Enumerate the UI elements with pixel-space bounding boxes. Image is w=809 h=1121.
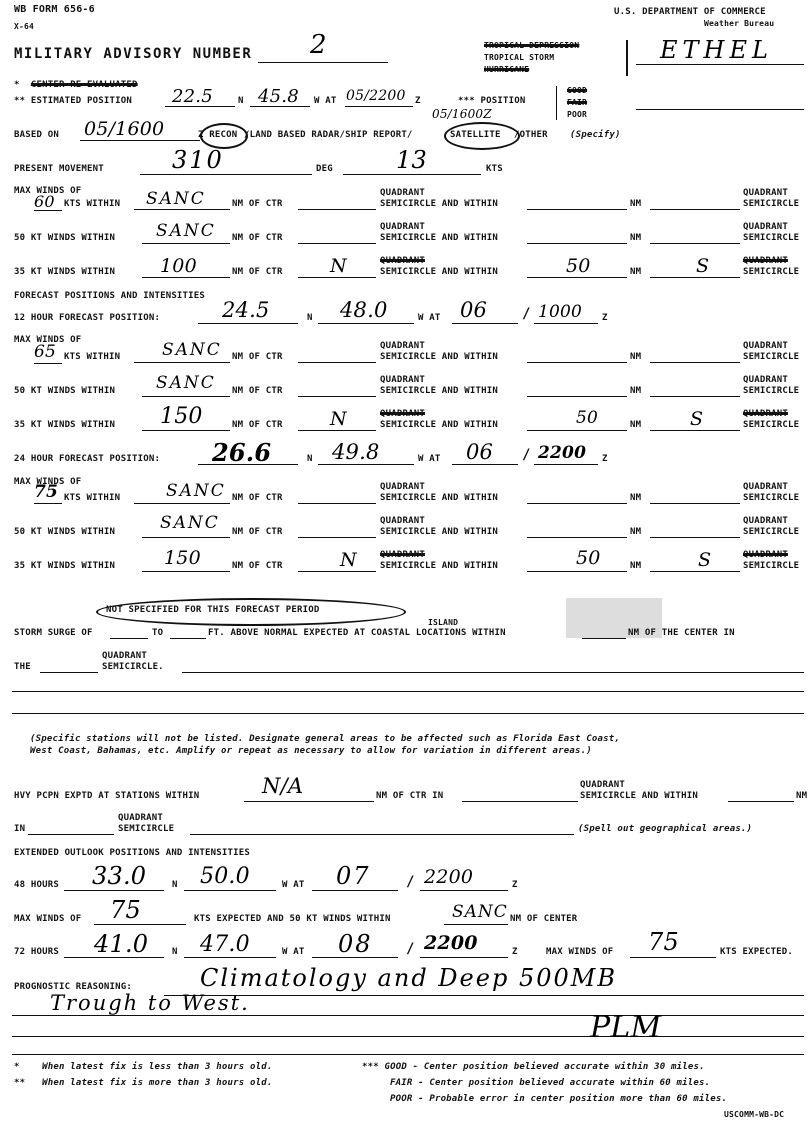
max-winds-label: MAX WINDS OF — [14, 477, 82, 487]
h48-time-line — [420, 890, 508, 891]
h72-time: 2200 — [424, 932, 478, 954]
quad-line — [298, 277, 376, 278]
semicircle-right: SEMICIRCLE — [743, 561, 800, 571]
nm-label: NM — [630, 420, 642, 430]
h48-label: 48 HOURS — [14, 880, 59, 890]
pcpn-value: N/A — [262, 774, 304, 798]
h48-lon-line — [184, 890, 276, 891]
current-max-radius: SANC — [146, 189, 206, 209]
z-label: Z — [602, 313, 608, 323]
h48-r50-line — [444, 924, 508, 925]
semicircle-within: SEMICIRCLE AND WITHIN — [380, 386, 498, 396]
f24-lat: 26.6 — [212, 438, 272, 467]
second-quad-line — [650, 277, 740, 278]
f24-lon-line — [318, 464, 414, 465]
h48-day: 07 — [336, 862, 371, 890]
h48-lat: 33.0 — [92, 862, 147, 890]
based-on-line — [80, 140, 200, 141]
form-sub: X-64 — [14, 22, 35, 31]
h48-day-line — [312, 890, 398, 891]
nm-of-ctr: NM OF CTR — [232, 493, 283, 503]
surge-nm-line — [582, 638, 626, 639]
page-title: MILITARY ADVISORY NUMBER — [14, 46, 253, 62]
quadrant-label: QUADRANT — [380, 409, 425, 419]
pcpn-nm-line — [728, 801, 794, 802]
slash: / — [406, 874, 415, 890]
h48-kts-expected: KTS EXPECTED AND 50 KT WINDS WITHIN — [194, 914, 391, 924]
f12-time: 1000 — [538, 302, 583, 322]
nm-of-ctr: NM OF CTR — [232, 386, 283, 396]
based-on-label: BASED ON — [14, 130, 59, 140]
h72-lon-line — [184, 957, 276, 958]
n-label: N — [172, 880, 178, 890]
nm-label: NM — [630, 267, 642, 277]
not-specified-text: NOT SPECIFIED FOR THIS FORECAST PERIOD — [106, 605, 320, 615]
surge-to-line — [170, 638, 206, 639]
quadrant-label: QUADRANT — [380, 516, 425, 526]
reasoning-line-1-text: Climatology and Deep 500MB — [200, 964, 617, 992]
estimated-position-label: ** ESTIMATED POSITION — [14, 96, 132, 106]
f24-day: 06 — [466, 440, 494, 464]
second-quad-line — [650, 571, 740, 572]
w50-label: 50 KT WINDS WITHIN — [14, 527, 116, 537]
second-quad-line — [650, 503, 740, 504]
quadrant-label-right: QUADRANT — [743, 222, 788, 232]
semicircle-within: SEMICIRCLE AND WITHIN — [380, 352, 498, 362]
quad-line — [298, 537, 376, 538]
w50-label: 50 KT WINDS WITHIN — [14, 386, 116, 396]
island-label: ISLAND — [428, 618, 459, 627]
pcpn-spell: (Spell out geographical areas.) — [578, 824, 753, 834]
f24-r35-dir: N — [340, 549, 357, 571]
n-label: N — [307, 454, 313, 464]
surge-the: THE — [14, 662, 31, 672]
nm-of-ctr: NM OF CTR — [232, 561, 283, 571]
h48-r50: SANC — [452, 902, 508, 922]
quadrant-label: QUADRANT — [380, 375, 425, 385]
second-quad-line — [650, 362, 740, 363]
r50-line — [142, 396, 230, 397]
forecaster-initials: PLM — [590, 1010, 662, 1045]
second-quad-line — [650, 537, 740, 538]
footnote-1: * When latest fix is less than 3 hours old. — [14, 1062, 273, 1072]
quadrant-label-right: QUADRANT — [743, 341, 788, 351]
f12-day-line — [452, 323, 518, 324]
h72-max-line — [630, 957, 716, 958]
reasoning-line-4 — [12, 1054, 804, 1055]
n-label: N — [172, 947, 178, 957]
n-label: N — [307, 313, 313, 323]
semicircle-right: SEMICIRCLE — [743, 420, 800, 430]
form-number: WB FORM 656-6 — [14, 4, 95, 15]
f24-max-winds: 75 — [34, 482, 59, 502]
z-label: Z — [512, 880, 518, 890]
second-line — [527, 396, 627, 397]
position-time: 05/2200 — [346, 88, 406, 104]
w-at-label: W AT — [282, 880, 305, 890]
slash: / — [406, 941, 415, 957]
quadrant-label-right: QUADRANT — [743, 409, 788, 419]
nm-label: NM — [630, 199, 642, 209]
advisory-number: 2 — [310, 30, 327, 60]
w35-label: 35 KT WINDS WITHIN — [14, 267, 116, 277]
based-on-satellite: SATELLITE — [450, 130, 501, 140]
second-line — [527, 430, 627, 431]
pcpn-area-line — [190, 834, 574, 835]
current-r35-second: 50 — [566, 255, 591, 277]
f12-lon: 48.0 — [340, 298, 388, 322]
f12-time-line — [534, 323, 598, 324]
f24-max-radius: SANC — [166, 481, 226, 501]
position-lat: 22.5 — [172, 86, 213, 107]
form-code: USCOMM-WB-DC — [724, 1110, 785, 1119]
f12-r35-dir: N — [330, 408, 347, 430]
second-line — [527, 362, 627, 363]
nm-of-ctr: NM OF CTR — [232, 233, 283, 243]
quadrant-label-right: QUADRANT — [743, 375, 788, 385]
semicircle-right: SEMICIRCLE — [743, 527, 800, 537]
movement-kts-line — [343, 174, 481, 175]
quality-divider — [556, 86, 557, 120]
w35-label: 35 KT WINDS WITHIN — [14, 561, 116, 571]
second-line — [527, 503, 627, 504]
advisory-number-line — [258, 62, 388, 63]
second-line — [527, 243, 627, 244]
based-on-time: 05/1600 — [84, 118, 165, 140]
second-quad-line — [650, 243, 740, 244]
second-line — [527, 571, 627, 572]
nm-of-ctr: NM OF CTR — [232, 420, 283, 430]
storm-type-depression: TROPICAL DEPRESSION — [484, 41, 580, 50]
surge-semicircle: SEMICIRCLE. — [102, 662, 164, 672]
slash: / — [522, 447, 531, 463]
movement-deg-line — [140, 174, 312, 175]
f12-max-radius: SANC — [162, 340, 222, 360]
f24-day-line — [452, 464, 518, 465]
pcpn-semicircle-within: SEMICIRCLE AND WITHIN — [580, 791, 698, 801]
second-quad-line — [650, 430, 740, 431]
based-on-recon: Z RECON — [198, 130, 238, 140]
quality-good: GOOD — [567, 86, 588, 95]
w50-label: 50 KT WINDS WITHIN — [14, 233, 116, 243]
max-winds-line — [34, 363, 62, 364]
nm-label: NM — [630, 233, 642, 243]
quad-line — [298, 243, 376, 244]
deg-label: DEG — [316, 164, 333, 174]
quadrant-label: QUADRANT — [380, 341, 425, 351]
based-on-specify: (Specify) — [570, 130, 621, 140]
surge-to: TO — [152, 628, 164, 638]
f12-r35-second-dir: S — [690, 408, 704, 430]
reasoning-line-1 — [164, 995, 804, 996]
kts-label: KTS — [486, 164, 503, 174]
max-radius-line — [134, 362, 230, 363]
reasoning-label: PROGNOSTIC REASONING: — [14, 982, 132, 992]
storm-name: ETHEL — [660, 36, 773, 64]
current-r35-second-dir: S — [696, 255, 710, 277]
z-label: Z — [512, 947, 518, 957]
f24-lon: 49.8 — [332, 440, 380, 464]
semicircle-right: SEMICIRCLE — [743, 199, 800, 209]
f12-label: 12 HOUR FORECAST POSITION: — [14, 313, 161, 323]
second-line — [527, 277, 627, 278]
semicircle-within: SEMICIRCLE AND WITHIN — [380, 420, 498, 430]
f12-lat: 24.5 — [222, 298, 270, 322]
nm-label: NM — [630, 352, 642, 362]
quadrant-label-right: QUADRANT — [743, 482, 788, 492]
semicircle-within: SEMICIRCLE AND WITHIN — [380, 233, 498, 243]
quad-line — [298, 503, 376, 504]
semicircle-within: SEMICIRCLE AND WITHIN — [380, 267, 498, 277]
semicircle-within: SEMICIRCLE AND WITHIN — [380, 561, 498, 571]
current-r35-dir: N — [330, 255, 347, 277]
h48-nm-of-center: NM OF CENTER — [510, 914, 578, 924]
surge-label: STORM SURGE OF — [14, 628, 93, 638]
z-label: Z — [415, 96, 421, 106]
f12-max-winds: 65 — [34, 342, 57, 362]
time-line — [345, 106, 413, 107]
kts-within-label: KTS WITHIN — [64, 352, 121, 362]
nm-of-ctr: NM OF CTR — [232, 527, 283, 537]
quad-line — [298, 571, 376, 572]
pcpn-semicircle: SEMICIRCLE — [118, 824, 175, 834]
center-label: * CENTER RE-EVALUATED — [14, 80, 138, 90]
pcpn-quadrant: QUADRANT — [580, 780, 625, 790]
quad-line — [298, 430, 376, 431]
kts-within-label: KTS WITHIN — [64, 493, 121, 503]
pcpn-nm: NM — [796, 791, 808, 801]
quadrant-label-right: QUADRANT — [743, 516, 788, 526]
surge-ft-text: FT. ABOVE NORMAL EXPECTED AT COASTAL LOCATIONS WITHIN — [208, 628, 506, 638]
quadrant-label-right: QUADRANT — [743, 188, 788, 198]
nm-label: NM — [630, 493, 642, 503]
h72-label: 72 HOURS — [14, 947, 59, 957]
position-label: *** POSITION — [458, 96, 526, 106]
footnote-poor: POOR - Probable error in center position more than 60 miles. — [390, 1094, 728, 1104]
semicircle-right: SEMICIRCLE — [743, 352, 800, 362]
r50-line — [142, 243, 230, 244]
f24-label: 24 HOUR FORECAST POSITION: — [14, 454, 161, 464]
current-max-winds: 60 — [34, 192, 55, 211]
max-radius-line — [134, 503, 230, 504]
max-radius-line — [134, 209, 230, 210]
reasoning-line-2 — [12, 1015, 804, 1016]
h72-day: 08 — [338, 930, 373, 958]
n-label: N — [238, 96, 244, 106]
note-line-1: (Specific stations will not be listed. Designate general areas to be affected such as Florida East Coast, — [30, 734, 620, 744]
quadrant-label-right: QUADRANT — [743, 256, 788, 266]
quadrant-label: QUADRANT — [380, 550, 425, 560]
h72-lat: 41.0 — [94, 930, 149, 958]
h72-kts-expected: KTS EXPECTED. — [720, 947, 794, 957]
f12-lon-line — [318, 323, 414, 324]
footnote-2: ** When latest fix is more than 3 hours old. — [14, 1078, 273, 1088]
h72-max-winds-label: MAX WINDS OF — [546, 947, 614, 957]
pcpn-line — [244, 801, 374, 802]
h72-lon: 47.0 — [200, 932, 250, 957]
nm-of-ctr: NM OF CTR — [232, 199, 283, 209]
f12-r35: 150 — [160, 404, 203, 429]
w35-label: 35 KT WINDS WITHIN — [14, 420, 116, 430]
outlook-header: EXTENDED OUTLOOK POSITIONS AND INTENSITIES — [14, 848, 250, 858]
semicircle-within: SEMICIRCLE AND WITHIN — [380, 527, 498, 537]
storm-name-line — [636, 64, 804, 65]
h72-time-line — [420, 957, 508, 958]
storm-type-storm: TROPICAL STORM — [484, 53, 555, 62]
satellite-circle — [444, 122, 520, 150]
quadrant-label-right: QUADRANT — [743, 550, 788, 560]
z-label: Z — [602, 454, 608, 464]
nm-label: NM — [630, 386, 642, 396]
position-lon: 45.8 — [258, 86, 299, 107]
quadrant-label: QUADRANT — [380, 188, 425, 198]
f24-r35-second: 50 — [576, 547, 601, 569]
max-winds-line — [34, 503, 62, 504]
max-winds-label: MAX WINDS OF — [14, 335, 82, 345]
surge-from-line — [110, 638, 148, 639]
storm-type-hurricane: HURRICANE — [484, 65, 530, 74]
f24-r50: SANC — [160, 513, 220, 533]
movement-label: PRESENT MOVEMENT — [14, 164, 104, 174]
w-at-label: W AT — [282, 947, 305, 957]
f12-day: 06 — [460, 298, 488, 322]
semicircle-right: SEMICIRCLE — [743, 493, 800, 503]
forecast-header: FORECAST POSITIONS AND INTENSITIES — [14, 291, 206, 301]
f12-lat-line — [198, 323, 298, 324]
quality-line — [636, 109, 804, 110]
w-at-label: W AT — [418, 313, 441, 323]
f24-time-line — [534, 464, 598, 465]
w-at-label: W AT — [314, 96, 337, 106]
h48-time: 2200 — [424, 866, 474, 888]
r35-line — [142, 571, 230, 572]
second-quad-line — [650, 396, 740, 397]
r50-line — [142, 537, 230, 538]
f24-r35-second-dir: S — [698, 549, 712, 571]
quad-line — [298, 209, 376, 210]
nm-of-ctr: NM OF CTR — [232, 352, 283, 362]
movement-kts: 13 — [396, 146, 427, 174]
f12-r35-second: 50 — [576, 408, 599, 428]
semicircle-within: SEMICIRCLE AND WITHIN — [380, 493, 498, 503]
semicircle-right: SEMICIRCLE — [743, 233, 800, 243]
current-r35: 100 — [160, 255, 197, 277]
quad-line — [298, 396, 376, 397]
pcpn-nm-ctr-in: NM OF CTR IN — [376, 791, 444, 801]
r35-line — [142, 430, 230, 431]
pcpn-label: HVY PCPN EXPTD AT STATIONS WITHIN — [14, 791, 200, 801]
movement-deg: 310 — [172, 146, 224, 174]
surge-quad-line — [40, 672, 98, 673]
h48-max-line — [94, 924, 186, 925]
quadrant-label: QUADRANT — [380, 256, 425, 266]
r35-line — [142, 277, 230, 278]
nm-label: NM — [630, 561, 642, 571]
h72-max: 75 — [648, 928, 679, 956]
footnote-fair: FAIR - Center position believed accurate within 60 miles. — [390, 1078, 711, 1088]
f12-r50: SANC — [156, 373, 216, 393]
note-line-2: West Coast, Bahamas, etc. Amplify or repeat as necessary to allow for variation in different areas.) — [30, 746, 592, 756]
pcpn-in-line — [28, 834, 114, 835]
department: U.S. DEPARTMENT OF COMMERCE — [614, 7, 766, 17]
semicircle-within: SEMICIRCLE AND WITHIN — [380, 199, 498, 209]
h48-lat-line — [64, 890, 164, 891]
pcpn-quadrant-2: QUADRANT — [118, 813, 163, 823]
nm-label: NM — [630, 527, 642, 537]
quadrant-label: QUADRANT — [380, 222, 425, 232]
max-winds-label: MAX WINDS OF — [14, 186, 82, 196]
based-on-other: /OTHER — [514, 130, 548, 140]
surge-quadrant: QUADRANT — [102, 651, 147, 661]
quality-fair: FAIR — [567, 98, 588, 107]
surge-nm-center: NM OF THE CENTER IN — [628, 628, 735, 638]
f24-r35: 150 — [164, 547, 201, 569]
surge-area-line-2 — [12, 691, 804, 692]
quad-line — [298, 362, 376, 363]
h48-max-winds-label: MAX WINDS OF — [14, 914, 82, 924]
second-quad-line — [650, 209, 740, 210]
semicircle-right: SEMICIRCLE — [743, 386, 800, 396]
bureau: Weather Bureau — [704, 19, 775, 28]
title-divider — [626, 40, 628, 76]
reasoning-line-3 — [12, 1036, 804, 1037]
surge-area-line — [182, 672, 804, 673]
second-line — [527, 209, 627, 210]
pcpn-quad-line — [462, 801, 578, 802]
reasoning-line-2-text: Trough to West. — [50, 991, 250, 1015]
quadrant-label: QUADRANT — [380, 482, 425, 492]
footnote-good: *** GOOD - Center position believed accurate within 30 miles. — [362, 1062, 705, 1072]
h48-max: 75 — [110, 896, 141, 924]
time-correction: 05/1600Z — [432, 107, 492, 121]
based-on-sources: /LAND BASED RADAR/SHIP REPORT/ — [244, 130, 413, 140]
second-line — [527, 537, 627, 538]
h48-lon: 50.0 — [200, 864, 250, 889]
f24-time: 2200 — [538, 443, 587, 463]
pcpn-in: IN — [14, 824, 26, 834]
quality-poor: POOR — [567, 110, 588, 119]
nm-of-ctr: NM OF CTR — [232, 267, 283, 277]
surge-area-line-3 — [12, 713, 804, 714]
current-r50: SANC — [156, 221, 216, 241]
semicircle-right: SEMICIRCLE — [743, 267, 800, 277]
w-at-label: W AT — [418, 454, 441, 464]
kts-within-label: KTS WITHIN — [64, 199, 121, 209]
slash: / — [522, 306, 531, 322]
